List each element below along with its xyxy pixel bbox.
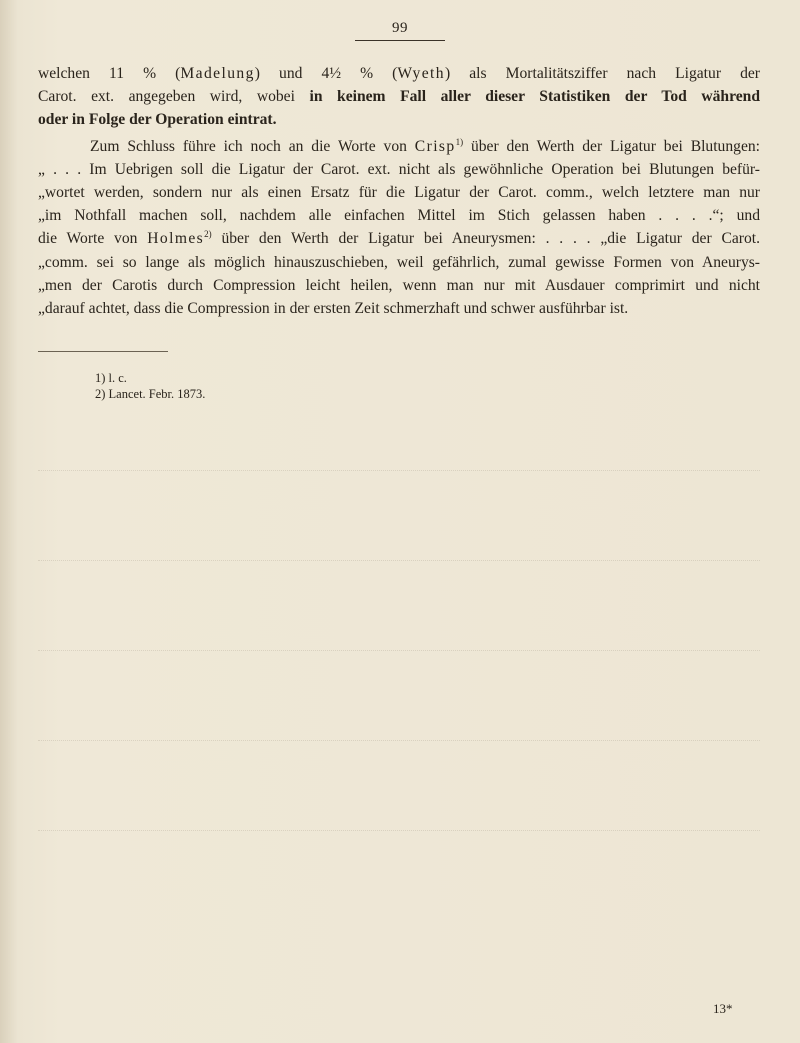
paragraph-1 — [38, 62, 760, 132]
paragraph-2-line-7: „men der Carotis durch Compression leicht heilen, wenn man nur mit Ausdauer comprimirt und nicht — [38, 276, 760, 294]
author-name: Madelung — [180, 65, 255, 82]
paragraph-1-line-3 — [38, 108, 760, 131]
footnote-1: 1) l. c. — [95, 371, 127, 385]
paragraph-2-line-6: „comm. sei so lange als möglich hinauszuschieben, weil gefährlich, zumal gewisse Formen von Aneurys- — [38, 253, 760, 271]
bleed-through-line — [38, 830, 760, 832]
emphasis-text: in keinem Fall aller dieser Statistiken der Tod während — [309, 88, 760, 106]
author-name: Crisp — [414, 137, 456, 155]
header-rule — [355, 40, 445, 41]
footnote-ref: 2) — [204, 229, 212, 240]
bleed-through-line — [38, 470, 760, 472]
paragraph-2-line-1: Zum Schluss führe ich noch an die Worte von Crisp$^{1)}$ über den Werth der Ligatur bei Blutungen: — [90, 136, 760, 155]
page-number: 99 — [392, 20, 408, 36]
paragraph-2 — [38, 135, 760, 321]
signature-mark: 13* — [713, 1001, 733, 1016]
paragraph-1-line-1: welchen 11 % (Madelung) und 4½ % (Wyeth) als Mortalitätsziffer nach Ligatur der — [38, 65, 760, 82]
body-text — [38, 62, 760, 320]
footnotes — [95, 370, 205, 402]
paragraph-2-line-5: die Worte von Holmes$^{2)}$ über den Werth der Ligatur bei Aneurysmen: . . . . „die Ligatur der Carot. — [38, 229, 760, 248]
bleed-through-line — [38, 560, 760, 562]
emphasis-text: oder in Folge der Operation eintrat. — [38, 111, 277, 129]
author-name: Holmes — [147, 230, 205, 248]
paragraph-2-line-8: „darauf achtet, dass die Compression in der ersten Zeit schmerzhaft und schwer ausführbar ist. — [38, 300, 629, 318]
paragraph-2-line-4: „im Nothfall machen soll, nachdem alle einfachen Mittel im Stich gelassen haben . . . .“; und — [38, 207, 760, 225]
footnote-ref: 1) — [455, 136, 464, 147]
footnote-2: 2) Lancet. Febr. 1873. — [95, 387, 206, 401]
paragraph-2-line-2: „ . . . Im Uebrigen soll die Ligatur der Carot. ext. nicht als gewöhnliche Operation bei Blutungen befür- — [38, 160, 760, 178]
bleed-through-line — [38, 650, 760, 652]
paragraph-2-line-3: „wortet werden, sondern nur als einen Ersatz für die Ligatur der Carot. comm., welch letztere man nur — [38, 184, 760, 202]
author-name: Wyeth — [397, 65, 445, 82]
paragraph-1-line-2: Carot. ext. angegeben wird, wobei in keinem Fall aller dieser Statistiken der Tod während — [38, 88, 760, 106]
footnote-rule — [38, 351, 168, 352]
bleed-through-line — [38, 740, 760, 742]
